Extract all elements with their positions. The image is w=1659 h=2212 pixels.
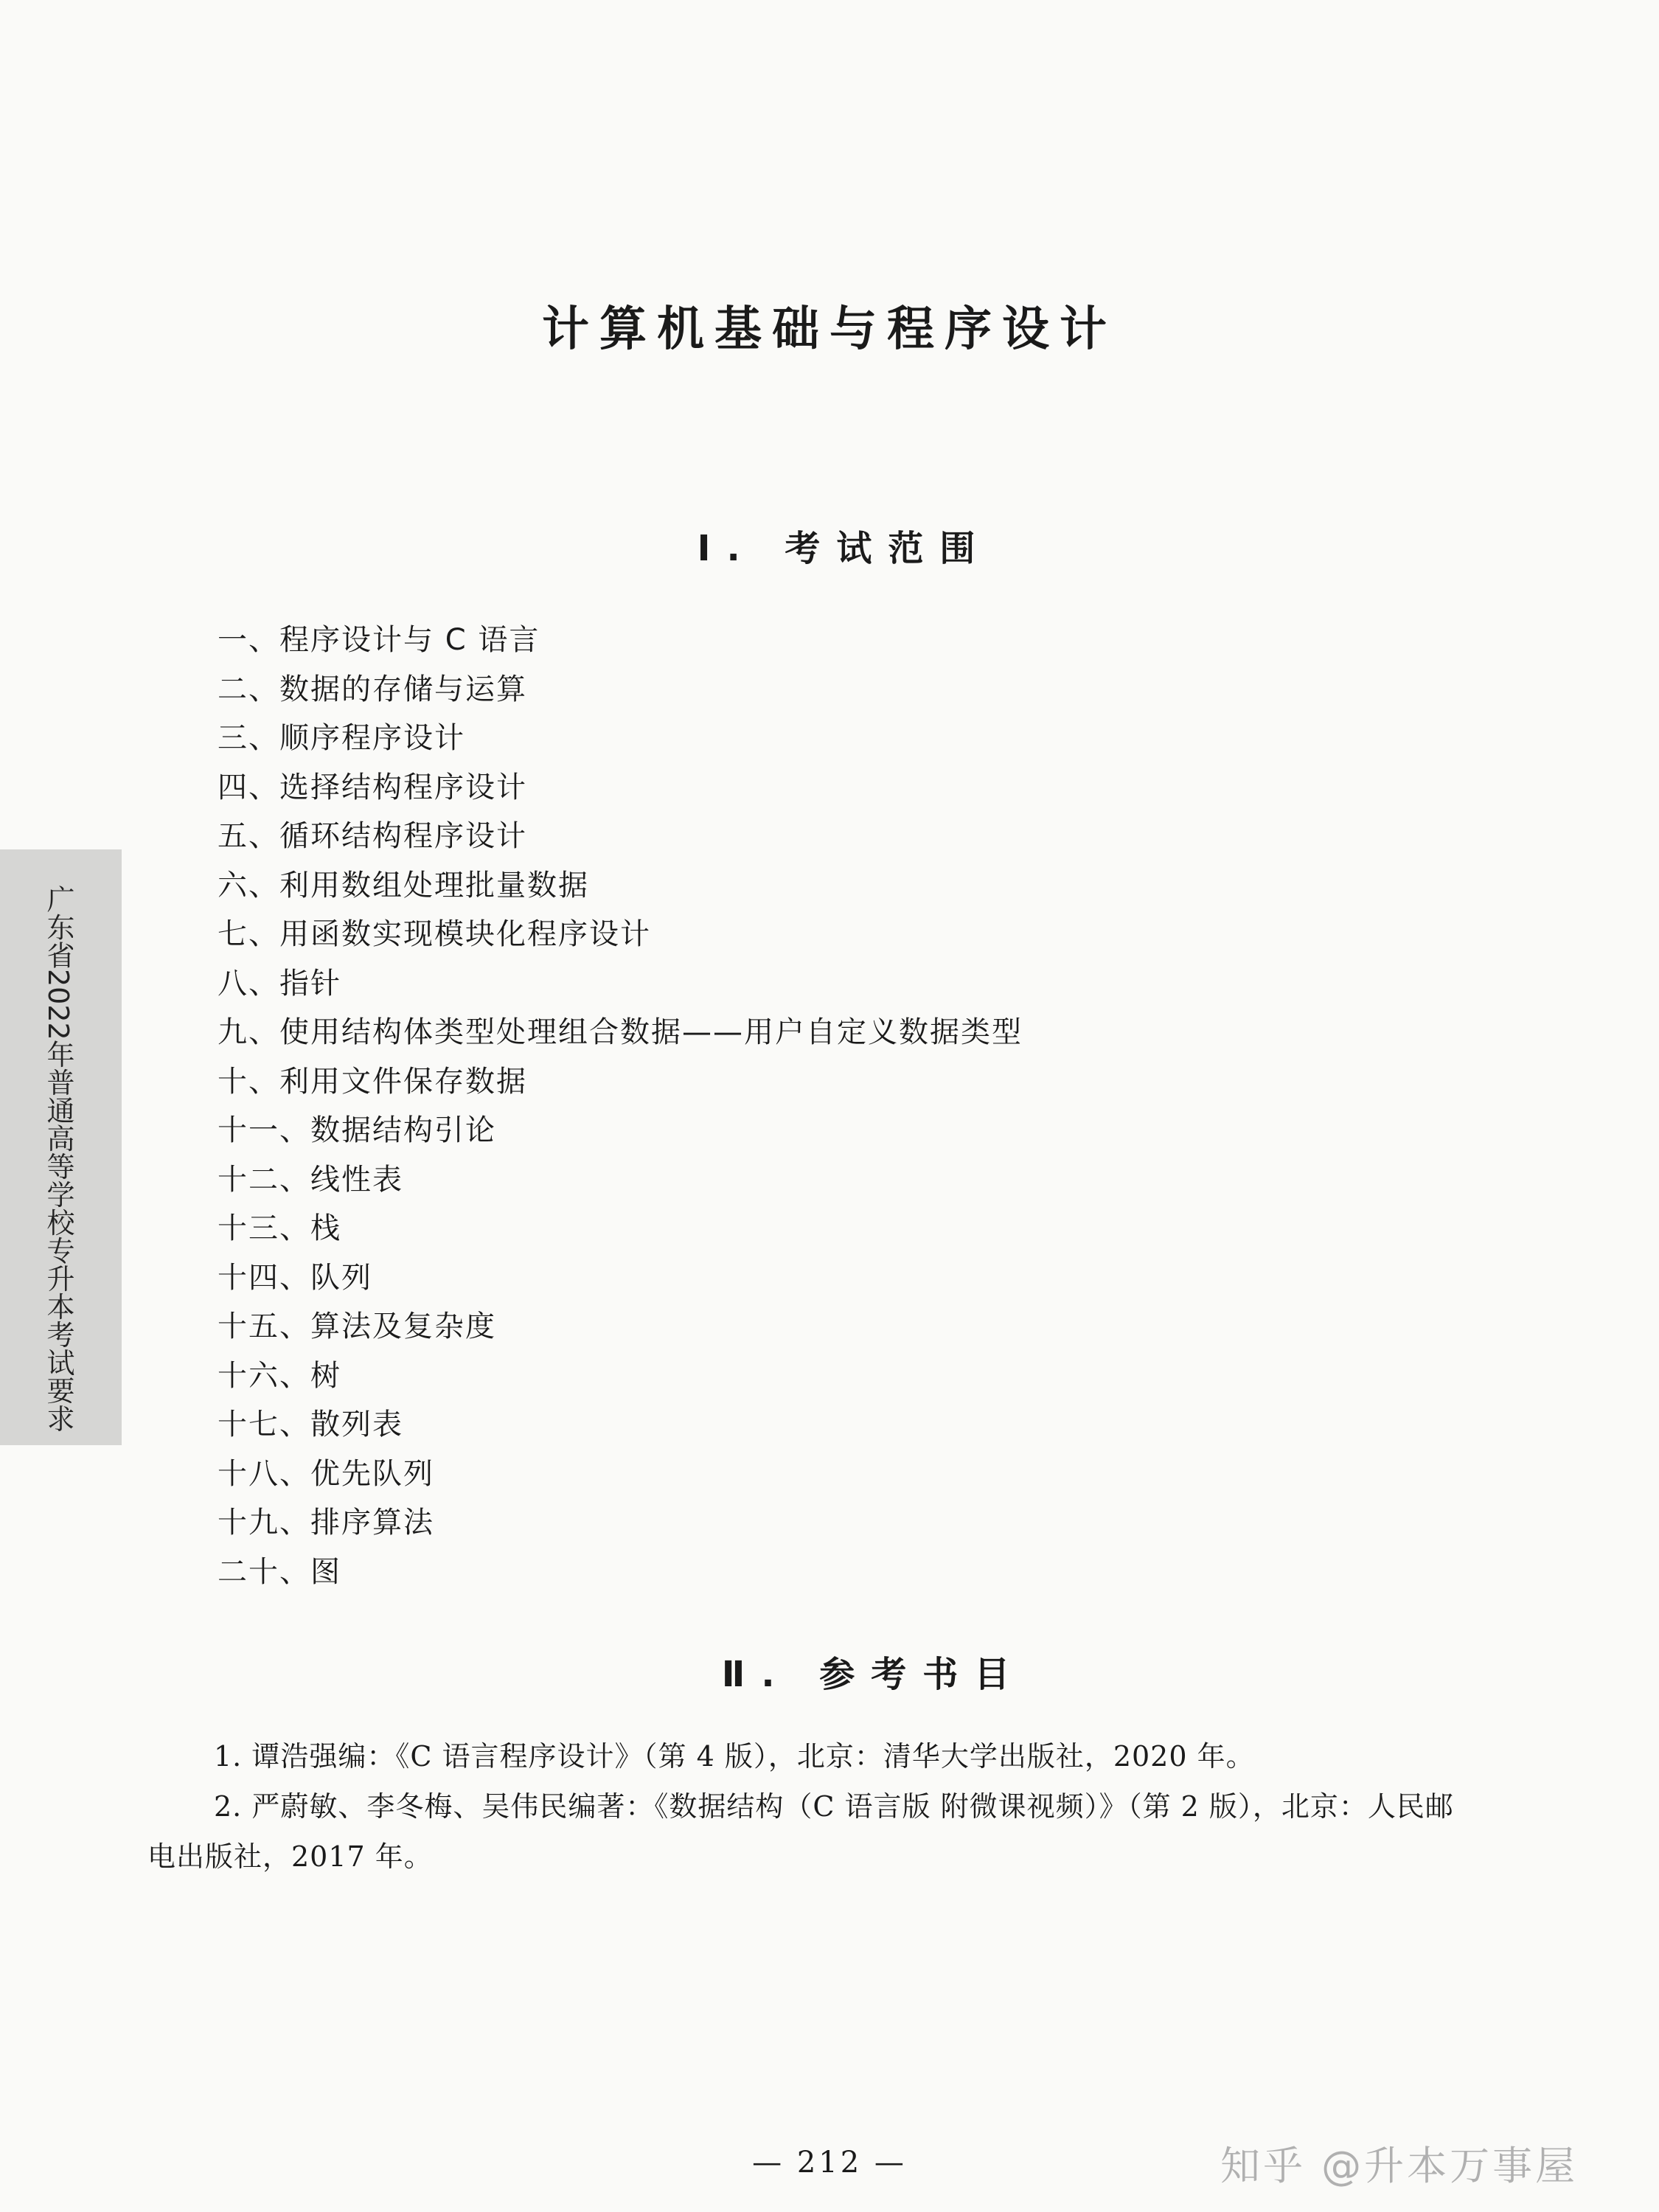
list-item: 十四、队列 bbox=[218, 1260, 372, 1295]
reference-item: 2. 严蔚敏、李冬梅、吴伟民编著：《数据结构（C 语言版 附微课视频）》（第 2 版），北京：人民邮电出版社，2017 年。 bbox=[147, 1790, 1454, 1873]
reference-item: 1. 谭浩强编：《C 语言程序设计》（第 4 版），北京：清华大学出版社，2020 年。 bbox=[214, 1740, 1255, 1773]
list-item: 二十、图 bbox=[218, 1554, 341, 1589]
list-item: 五、循环结构程序设计 bbox=[218, 819, 527, 853]
side-tab bbox=[0, 849, 122, 1445]
list-item: 三、顺序程序设计 bbox=[218, 721, 465, 755]
list-item: 四、选择结构程序设计 bbox=[218, 770, 527, 804]
section-heading-scope: Ⅰ. 考试范围 bbox=[697, 528, 992, 569]
list-item: 十五、算法及复杂度 bbox=[218, 1310, 496, 1343]
list-item: 十三、栈 bbox=[218, 1211, 341, 1245]
list-item: 十七、散列表 bbox=[218, 1408, 403, 1441]
watermark: 知乎 @升本万事屋 bbox=[1220, 2143, 1579, 2189]
list-item: 十六、树 bbox=[218, 1358, 341, 1393]
list-item: 一、程序设计与 C 语言 bbox=[218, 623, 540, 657]
section-heading-references: Ⅱ. 参考书目 bbox=[721, 1654, 1026, 1695]
list-item: 十一、数据结构引论 bbox=[218, 1113, 496, 1147]
page-title: 计算机基础与程序设计 bbox=[542, 302, 1117, 357]
list-item: 七、用函数实现模块化程序设计 bbox=[218, 917, 651, 951]
side-tab-label: 广东省2022年普通高等学校专升本考试要求 bbox=[42, 885, 74, 1433]
reference-list bbox=[147, 1731, 1475, 1882]
list-item: 十、利用文件保存数据 bbox=[218, 1064, 527, 1099]
list-item: 六、利用数组处理批量数据 bbox=[218, 868, 589, 902]
list-item: 八、指针 bbox=[218, 966, 341, 1001]
list-item: 十九、排序算法 bbox=[218, 1506, 434, 1540]
list-item: 二、数据的存储与运算 bbox=[218, 672, 527, 706]
page-number: — 212 — bbox=[752, 2146, 907, 2180]
list-item: 十八、优先队列 bbox=[218, 1456, 434, 1491]
list-item: 九、使用结构体类型处理组合数据——用户自定义数据类型 bbox=[218, 1015, 1023, 1049]
scope-list bbox=[218, 616, 1023, 1596]
list-item: 十二、线性表 bbox=[218, 1162, 403, 1197]
